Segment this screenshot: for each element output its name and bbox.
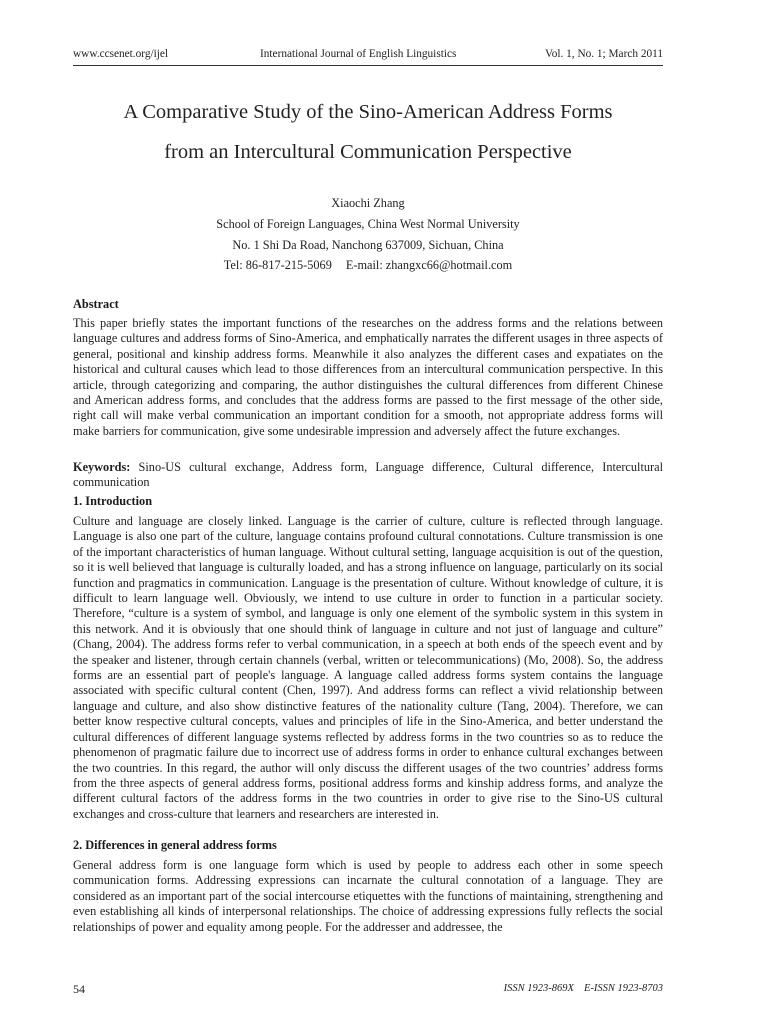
- keywords: [73, 460, 663, 491]
- header-rule: [73, 65, 663, 66]
- issn-info: [504, 983, 663, 994]
- issn: ISSN 1923-869X: [503, 983, 574, 994]
- author-name: Xiaochi Zhang: [331, 196, 405, 210]
- section-heading-general-address-forms: 2. Differences in general address forms: [73, 838, 277, 852]
- author-email: E-mail: zhangxc66@hotmail.com: [345, 258, 513, 272]
- article-title-line-1: A Comparative Study of the Sino-American Address Forms: [123, 101, 613, 123]
- author-address: No. 1 Shi Da Road, Nanchong 637009, Sichuan, China: [232, 238, 504, 252]
- general-address-forms-text: General address form is one language form which is used by people to address each other in some speech communication forms. Addressing expressions can incarnate the cultural connotation of a language. They are considered as an important part of the social intercourse etiquettes with the functions of maintaining, strengthening and even establishing all kinds of interpersonal relationships. The choice of addressing expressions fully reflects the social relationships of power and equality among people. For the addresser and addressee, the: [73, 858, 663, 934]
- journal-name: International Journal of English Linguistics: [260, 48, 457, 60]
- journal-volume: Vol. 1, No. 1; March 2011: [545, 48, 663, 60]
- author-affiliation: School of Foreign Languages, China West Normal University: [216, 217, 520, 231]
- author-contact: [73, 258, 663, 273]
- keywords-text: Sino-US cultural exchange, Address form, Language difference, Cultural difference, Intercultural communication: [73, 460, 663, 490]
- keywords-label: Keywords:: [73, 460, 131, 474]
- eissn: E-ISSN 1923-8703: [583, 983, 663, 994]
- abstract-heading: Abstract: [73, 297, 119, 311]
- introduction-text: Culture and language are closely linked. Language is the carrier of culture, culture is reflected through language. Language is also one part of the culture, language contains profound cultural connotations. Culture transmission is one of the important characteristics of human language. Without cultural setting, language acquisition is out of the question, so it is well believed that language is culturally loaded, and has a strong influence on language, particularly on its social function and pragmatics in communication. Language is the presentation of culture. Without knowledge of culture, it is difficult to learn language well. Obviously, we intend to use culture in order to function in a particular society. Therefore, “culture is a system of symbol, and language is only one element of the symbolic system in this system in this network. And it is obviously that one should think of language in culture and not just of language and culture” (Chang, 2004). The address forms refer to verbal communication, in a speech at both ends of the speech event and by the speaker and listener, through certain channels (verbal, written or telecommunications) (Mo, 2008). So, the address forms are an essential part of people's language. A language called address forms system contains the language associated with specific cultural content (Chen, 1997). And address forms can reflect a vivid relationship between language and culture, and also show distinctive features of the nationality culture (Tang, 2004). Therefore, we can better know respective cultural concepts, values and principles of life in the Sino-America, and better understand the cultural differences of different language systems reflected by address forms in the two countries so as to reduce the phenomenon of pragmatic failure due to incorrect use of address forms in order to enhance cultural exchanges between the two countries. In this regard, the author will only discuss the different usages of the two countries’ address forms from the three aspects of general address forms, positional address forms and kinship address forms, and analyze the different cultural factors of the address forms in the two countries in order to give rise to the Sino-US cultural exchanges and cross-culture that learners and researchers are interested in.: [73, 514, 663, 821]
- article-title-line-2: from an Intercultural Communication Perspective: [164, 141, 572, 163]
- journal-website: www.ccsenet.org/ijel: [73, 48, 169, 60]
- abstract-text: This paper briefly states the important functions of the researches on the address forms and the relations between language cultures and address forms of Sino-America, and emphatically narrates the different usages in three aspects of general, positional and kinship address forms. Meanwhile it also analyzes the different cases and expatiates on the historical and cultural causes which lead to those differences from an intercultural communication perspective. In this article, through categorizing and comparing, the author distinguishes the cultural differences from different Chinese and American address forms, and concludes that the address forms are passed to the first message of the other side, right call will make verbal communication an important condition for a smooth, not appropriate address forms will make barriers for communication, give some undesirable impression and adversely affect the future exchanges.: [73, 316, 663, 438]
- author-tel: Tel: 86-817-215-5069: [223, 258, 332, 272]
- page-number: 54: [73, 982, 85, 996]
- section-heading-introduction: 1. Introduction: [73, 494, 153, 508]
